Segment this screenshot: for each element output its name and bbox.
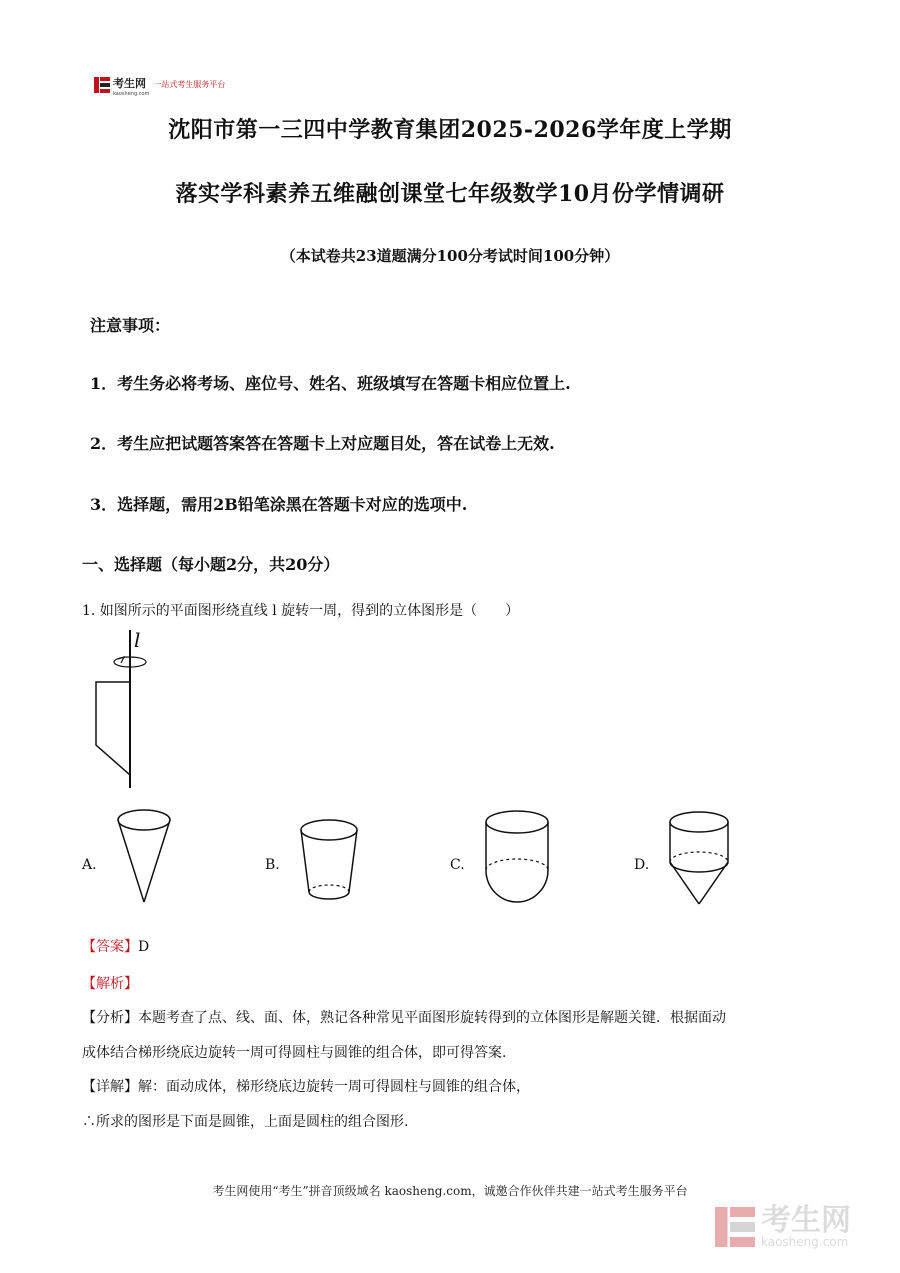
fenxi-tag: 【分析】 — [82, 1010, 138, 1026]
fenxi-line-1 — [82, 1008, 726, 1028]
question-1-text: 1. 如图所示的平面图形绕直线 l 旋转一周，得到的立体图形是（ ） — [82, 603, 520, 619]
cylinder-hemisphere-icon — [482, 806, 552, 908]
watermark — [715, 1203, 851, 1249]
logo-slogan: 一站式考生服务平台 — [153, 80, 226, 89]
option-d-figure — [666, 806, 732, 914]
notice-item-2: 2．考生应把试题答案答在答题卡上对应题目处，答在试卷上无效. — [90, 434, 555, 453]
xiangjie-line-2: ∴所求的图形是下面是圆锥，上面是圆柱的组合图形. — [82, 1114, 409, 1130]
cylinder-cone-icon — [666, 806, 732, 910]
xiangjie-tag: 【详解】 — [82, 1079, 138, 1095]
axis-l-label: l — [134, 628, 141, 652]
kaosheng-logo-icon — [94, 77, 110, 93]
option-a-figure — [114, 806, 174, 910]
fenxi-line-2: 成体结合梯形绕底边旋转一周可得圆柱与圆锥的组合体，即可得答案. — [82, 1045, 507, 1061]
footer-text: 考生网使用“考生”拼音顶级域名 kaosheng.com，诚邀合作伙伴共建一站式考生服务平台 — [212, 1184, 688, 1198]
watermark-domain: kaosheng.com — [761, 1235, 849, 1249]
watermark-text — [761, 1203, 851, 1249]
notice-heading: 注意事项： — [90, 316, 171, 335]
frustum-icon — [297, 814, 361, 906]
page-title-line2: 落实学科素养五维融创课堂七年级数学10月份学情调研 — [175, 181, 725, 207]
answer-tag: 【答案】 — [82, 939, 138, 955]
fenxi-text-1: 本题考查了点、线、面、体，熟记各种常见平面图形旋转得到的立体图形是解题关键．根据面动 — [138, 1010, 726, 1026]
logo-text — [113, 72, 149, 97]
logo-domain: kaosheng.com — [113, 91, 150, 97]
notice-item-3: 3．选择题，需用2B铅笔涂黑在答题卡对应的选项中. — [90, 495, 468, 514]
notice-item-1: 1．考生务必将考场、座位号、姓名、班级填写在答题卡相应位置上. — [90, 374, 571, 393]
option-c-label: C. — [450, 857, 465, 873]
page-title-line1: 沈阳市第一三四中学教育集团2025-2026学年度上学期 — [168, 117, 732, 143]
exam-info-note: （本试卷共23道题满分100分考试时间100分钟） — [280, 247, 620, 265]
option-b-figure — [297, 814, 361, 910]
trapezoid-axis-figure — [88, 630, 158, 790]
option-c-figure — [482, 806, 552, 912]
watermark-name: 考生网 — [761, 1203, 851, 1238]
xiangjie-line-1 — [82, 1077, 530, 1097]
option-d-label: D. — [634, 857, 650, 873]
analysis-tag: 【解析】 — [82, 976, 138, 992]
xiangjie-text-1: 解：面动成体，梯形绕底边旋转一周可得圆柱与圆锥的组合体， — [138, 1079, 530, 1095]
answer-value: D — [138, 939, 150, 955]
logo-name: 考生网 — [113, 77, 146, 90]
cone-icon — [114, 806, 174, 906]
watermark-logo-icon — [715, 1207, 755, 1247]
header-logo — [94, 72, 225, 97]
option-a-label: A. — [82, 857, 97, 873]
answer-line — [82, 936, 149, 956]
section-heading: 一、选择题（每小题2分，共20分） — [82, 555, 340, 574]
question-1-figure — [88, 630, 158, 790]
option-b-label: B. — [265, 857, 280, 873]
